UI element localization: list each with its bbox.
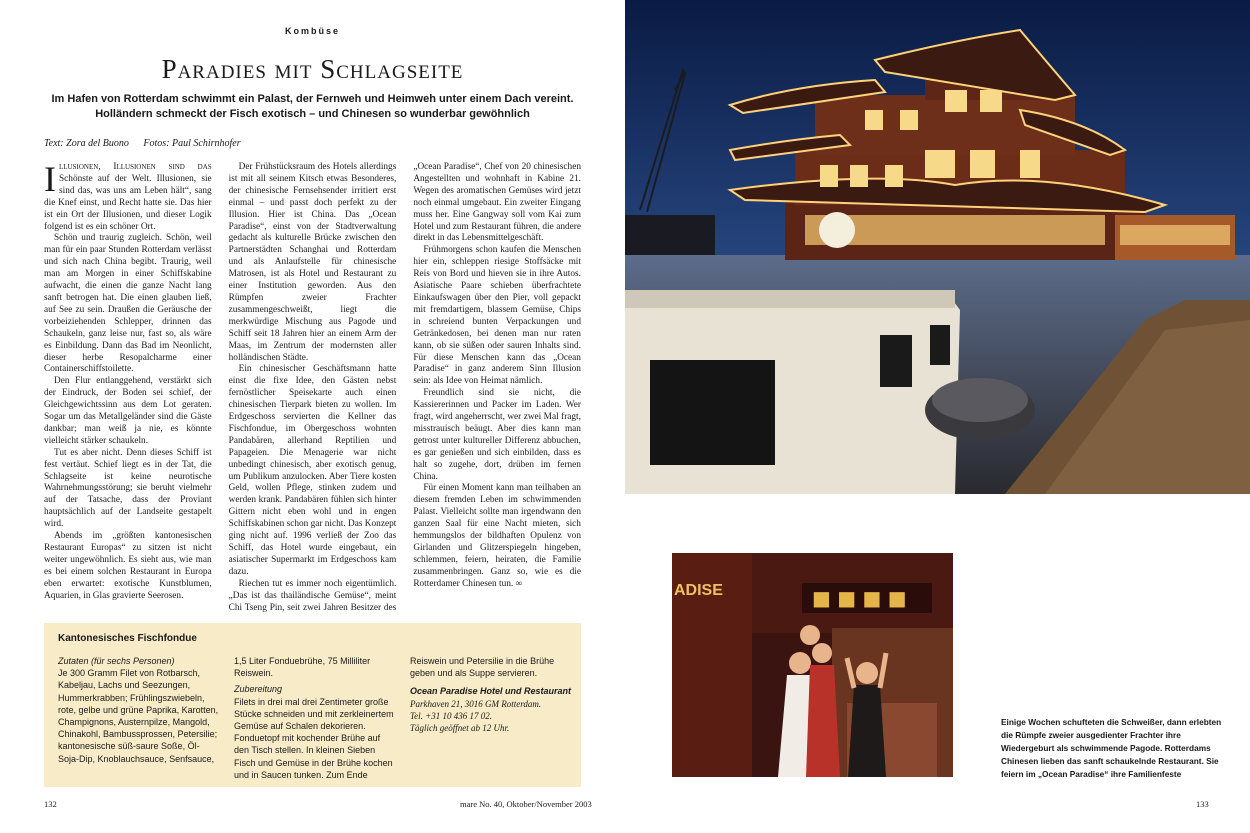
article-headline: Paradies mit Schlagseite (161, 54, 464, 84)
ingredients-list: Je 300 Gramm Filet von Rotbarsch, Kabeljau, Lachs und Seezungen, Hummerkrabben; Frühlingszwiebeln, rote, gelbe und grüne Paprika, Karotten, Champignons, Austernpilze, Mangold, Chinakohl, Bambussprossen, Petersilie; kantonesische süß-saure Soße, Öl-Soja-Dip, Knoblauchsauce, Senfsauce, 1,5 Liter Fonduebrühe, 75 Milliliter Reiswein. (58, 656, 371, 764)
body-paragraph: Den Flur entlanggehend, verstärkt sich der Eindruck, der Boden sei schief, der Gleichgewichtssinn aus dem Lot geraten. Sogar um das Metallgeländer sind die Gäste dankbar; man weiß ja nie, es könnte vielleicht stärker schaukeln. (44, 376, 212, 446)
right-page (625, 0, 1250, 833)
venue-name: Ocean Paradise Hotel und Restaurant (410, 686, 572, 697)
body-paragraph: Der Frühstücksraum des Hotels allerdings ist mit all seinem Kitsch etwas Besonderes, der chinesische Fernsehsender irritiert erst einmal – und passt doch perfekt zu der Illusion. Hier ist China. Das „Ocean Paradise“, einst von der Stadtverwaltung gedacht als kulturelle Brücke zwischen den Partnerstädten Schanghai und Rotterdam und als Anlaufstelle für chinesische Matrosen, ist als Hotel und Restaurant zu einer Institution geworden. Aus den Rümpfen zweier Frachter zusammengeschweißt, liegt die merkwürdige Mischung aus Pagode und Schiff seit 18 Jahren hier an einem Arm der Maas, im Zentrum der modernsten aller holländischen Städte. (228, 162, 397, 363)
page-number-right: 133 (1196, 799, 1209, 809)
venue-address: Parkhaven 21, 3016 GM Rotterdam. (410, 698, 542, 709)
article-body (44, 159, 581, 617)
body-paragraph: Freundlich sind sie nicht, die Kassiererinnen und Packer im Laden. Wer fragt, wird angeherrscht, wer zwei Mal fragt, misstrauisch beäugt. Aber dies kann man getrost unter kultureller Differenz abbuchen, es gar genießen und sich einbilden, dass es halt so zugehe, dort, drüben im fernen China. (413, 388, 581, 482)
article-deck: Im Hafen von Rotterdam schwimmt ein Palast, der Fernweh und Heimweh unter einem Dach vereint. Holländern schmeckt der Fisch exotisch – und Chinesen so wunderbar gewöhnlich (51, 93, 574, 120)
children-photo (672, 553, 953, 777)
body-paragraph: Abends im „größten kantonesischen Restaurant Europas“ zu sitzen ist nicht weiter ungewöhnlich. Es sieht aus, wie man es bei einem solchen Restaurant in Europa eben erwartet: exotische Kunstblumen, Aquarien, in Glas gravierte Seerosen. (44, 531, 212, 601)
body-paragraph: Frühmorgens schon kaufen die Menschen hier ein, schleppen riesige Stoffsäcke mit Reis von Bord und hieven sie in ihre Autos. Asiatische Paare schieben überfrachtete Einkaufswagen über den Pier, voll gepackt mit fremdartigem, blassem Gemüse, Chips in schreiend bunten Verpackungen und Getränkedosen, bei denen man nur raten kann, ob sie süßen oder sauren Inhalts sind. Für diese Menschen kann das „Ocean Paradise“ in ganz anderem Sinn Illusion sein: als Idee von Heimat nämlich. (413, 245, 581, 387)
recipe-text (58, 655, 572, 783)
body-paragraph: Tut es aber nicht. Denn dieses Schiff ist fest vertäut. Schief liegt es in der Tat, die Schlagseite ist keine neurotische Wahrnehmungsstörung; sie beruht vielmehr auf der Tatsache, dass der Proviant hauptsächlich auf der Landseite gestapelt wird. (44, 447, 212, 530)
ingredients-heading: Zutaten (für sechs Personen) (58, 656, 175, 666)
issue-line: mare No. 40, Oktober/November 2003 (460, 799, 592, 809)
drop-cap: I (44, 159, 56, 199)
body-paragraph: Schön und traurig zugleich. Schön, weil man für ein paar Stunden Rotterdam verlässt und sich nach China begibt. Traurig, weil man am Morgen in einer Schiffskabine aufwacht, die einen die ganze Nacht lang sanft betrogen hat. Die einen glauben ließ, auf See zu sein. Draußen die Geräusche der vorbeiziehenden Schlepper, drinnen das Schaukeln, ganz leise nur, fast so, als wäre es Einbildung. Dann das Bad im Neonlicht, dieser herbe Resopalcharme einer Containerschiffstoilette. (44, 233, 212, 375)
photo-caption: Einige Wochen schufteten die Schweißer, dann erlebten die Rümpfe zweier ausgedienter Frachter ihre Wiedergeburt als schwimmende Pagode. Rotterdams Chinesen lieben das sanft schaukelnde Restaurant. Sie feiern im „Ocean Paradise“ ihre Familienfeste (1001, 717, 1222, 779)
venue-phone: Tel. +31 10 436 17 02. (410, 710, 492, 721)
body-paragraph: Für einen Moment kann man teilhaben an diesem fremden Leben im schwimmenden Palast. Vielleicht sollte man irgendwann den ganzen Saal für eine Nacht mieten, sich hemmungslos der bildhaften Opulenz von Girlanden und Glitzerspiegeln hingeben, schlemmen, feiern, heiraten, die Familie zusammenbringen. Ganz so, wie es die Rotterdamer Chinesen tun. ∞ (413, 483, 581, 589)
sign-glyphs: ■ ■ ■ ■ (812, 586, 907, 610)
preparation-text: Filets in drei mal drei Zentimeter große Stücke schneiden und mit zerkleinertem Gemüse auf Schalen dekorieren. Fonduetopf mit kochender Brühe auf den Tisch stellen. In kleinen Sieben Fisch und Gemüse in der Brühe kochen und in Saucen tunken. Zum Ende Reiswein und Petersilie in die Brühe geben und als Suppe servieren. (234, 656, 555, 780)
venue-hours: Täglich geöffnet ab 12 Uhr. (410, 723, 510, 734)
body-paragraph: Illusionen, Illusionen sind das Schönste auf der Welt. Illusionen, sie sind das, was uns am Leben hält“, sang die Knef einst, und Recht hatte sie. Das hier ist ein Ort der Illusionen, und dieser Logik folgend ist es ein schöner Ort. (44, 159, 212, 232)
recipe-box (44, 623, 581, 787)
children-illustration (672, 553, 953, 777)
paradise-sign: ADISE (674, 582, 723, 599)
photo-credit: Fotos: Paul Schirnhofer (143, 138, 241, 149)
body-paragraph: Riechen tut es immer noch eigentümlich. „Das ist das thailändische Gemüse“, meint Chi Tseng Pin, seit zwei Jahren Besitzer des „Ocean Paradise“, Chef von 20 chinesischen Angestellten und wohnhaft in Kabine 21. Wegen des aromatischen Gemüses wird jetzt noch einmal umgebaut. Ein zweiter Eingang muss her. Eine Gangway soll vom Kai zum Hotel und zum Restaurant führen, die andere direkt in das Lebensmittelgeschäft. (228, 162, 581, 613)
section-kicker: Kombüse (284, 26, 340, 36)
body-paragraph: Ein chinesischer Geschäftsmann hatte einst die fixe Idee, den Gästen nebst fernöstlicher Speisekarte auch einen chinesischen Tierpark bieten zu wollen. Im Erdgeschoss servierten die Kellner das Fischfondue, im Obergeschoss wohnten Pandabären, allerhand Reptilien und Papageien. Die Menagerie war nicht unbedingt chinesisch, aber exotisch genug, um Publikum anzulocken. Aber Tiere kosten Geld, wollen Pflege, stinken zudem und werden krank. Pandabären fühlen sich hinter Gittern nicht eben wohl und in engen Schiffskabinen schon gar nicht. Das Konzept ging nicht auf. 1996 verließ der Zoo das Schiff, das Hotel wurde eingebaut, ein asiatischer Supermarkt im Erdgeschoss kam dazu. (228, 364, 397, 577)
page-number-left: 132 (44, 799, 57, 809)
lead-in: llusionen, Illusionen sind das (59, 162, 212, 172)
recipe-title: Kantonesisches Fischfondue (58, 633, 197, 644)
preparation-heading: Zubereitung (234, 684, 283, 695)
author-credit: Text: Zora del Buono (44, 138, 129, 149)
pagoda-ship-illustration (625, 0, 1250, 494)
pagoda-ship-photo (625, 0, 1250, 494)
byline (44, 138, 253, 149)
